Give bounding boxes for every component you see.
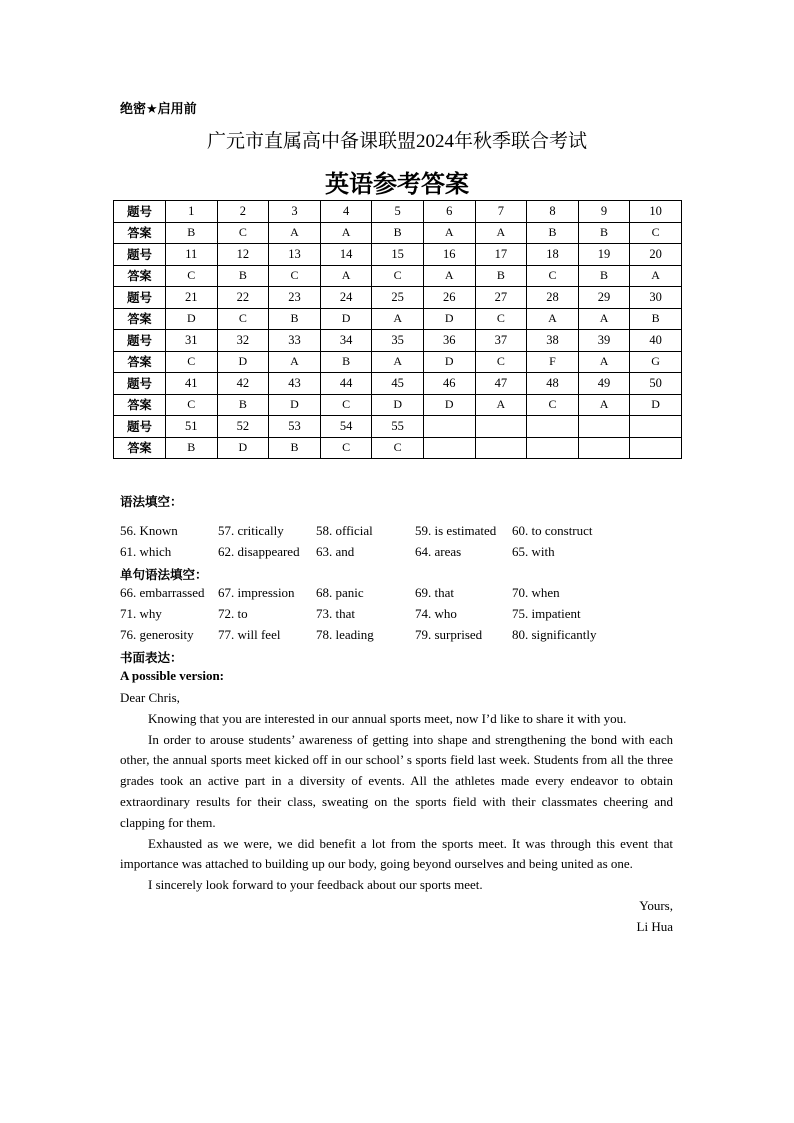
row-label-question-number: 题号	[114, 244, 166, 266]
confidential-label: 绝密★启用前	[120, 102, 197, 117]
question-number-cell: 26	[423, 287, 475, 309]
question-number-cell	[475, 416, 527, 438]
essay-paragraph: In order to arouse students’ awareness of getting into shape and strengthening the bond with each other, the annual sports meet kicked off in our school’ s sports field last week. Students from all the three grades took an active part in a diversity of events. All the athletes made every endeavor to obtain extraordinary results for their class, sweating on the sports field with their classmates cheering and clapping for them.	[120, 731, 673, 830]
grammar-answer: 56. Known	[120, 523, 178, 538]
row-label-answer: 答案	[114, 222, 166, 244]
question-number-cell	[423, 416, 475, 438]
question-number-cell: 5	[372, 201, 424, 223]
question-number-cell: 53	[269, 416, 321, 438]
question-number-cell: 27	[475, 287, 527, 309]
question-number-row	[114, 287, 682, 309]
answer-cell: A	[372, 351, 424, 373]
answer-cell: D	[372, 394, 424, 416]
question-number-cell	[527, 416, 579, 438]
question-number-cell: 1	[166, 201, 218, 223]
row-label-question-number: 题号	[114, 287, 166, 309]
question-number-cell: 29	[578, 287, 630, 309]
grammar-answer: 64. areas	[415, 543, 462, 559]
answer-cell: B	[372, 222, 424, 244]
question-number-cell	[578, 416, 630, 438]
answer-cell: A	[578, 394, 630, 416]
question-number-cell: 20	[630, 244, 682, 266]
grammar-answer: 61. which	[120, 543, 172, 559]
question-number-cell: 37	[475, 330, 527, 352]
sentence-grammar-answer: 68. panic	[316, 585, 364, 600]
answer-cell: B	[166, 222, 218, 244]
question-number-cell: 47	[475, 373, 527, 395]
answer-cell: A	[320, 265, 372, 287]
answer-row	[114, 394, 682, 416]
question-number-cell: 9	[578, 201, 630, 223]
row-label-question-number: 题号	[114, 201, 166, 223]
answer-cell: A	[475, 222, 527, 244]
answer-cell: A	[372, 308, 424, 330]
answer-cell	[630, 437, 682, 459]
answer-cell: A	[630, 265, 682, 287]
exam-title: 广元市直属高中备课联盟2024年秋季联合考试	[206, 131, 587, 152]
answer-row	[114, 222, 682, 244]
sentence-grammar-answer: 66. embarrassed	[120, 585, 205, 600]
answer-row	[114, 308, 682, 330]
answer-cell: D	[630, 394, 682, 416]
answer-cell: A	[423, 222, 475, 244]
answer-cell: B	[630, 308, 682, 330]
question-number-cell: 7	[475, 201, 527, 223]
answer-row	[114, 265, 682, 287]
question-number-cell: 32	[217, 330, 269, 352]
question-number-cell: 12	[217, 244, 269, 266]
sentence-grammar-answer: 67. impression	[218, 585, 295, 600]
answer-cell: D	[166, 308, 218, 330]
question-number-cell: 42	[217, 373, 269, 395]
question-number-cell: 21	[166, 287, 218, 309]
question-number-cell: 28	[527, 287, 579, 309]
question-number-cell: 15	[372, 244, 424, 266]
question-number-cell: 6	[423, 201, 475, 223]
grammar-row	[120, 544, 720, 564]
row-label-answer: 答案	[114, 265, 166, 287]
question-number-cell: 51	[166, 416, 218, 438]
answer-cell: B	[578, 222, 630, 244]
question-number-cell: 4	[320, 201, 372, 223]
question-number-cell: 13	[269, 244, 321, 266]
question-number-cell: 46	[423, 373, 475, 395]
sentence-grammar-answer: 72. to	[218, 605, 248, 621]
question-number-cell: 30	[630, 287, 682, 309]
grammar-row	[120, 523, 720, 543]
question-number-cell: 22	[217, 287, 269, 309]
question-number-row	[114, 416, 682, 438]
sentence-grammar-answer: 70. when	[512, 585, 560, 600]
answer-cell: B	[475, 265, 527, 287]
question-number-cell: 2	[217, 201, 269, 223]
question-number-cell: 11	[166, 244, 218, 266]
salutation: Dear Chris,	[120, 690, 180, 705]
answer-cell: G	[630, 351, 682, 373]
question-number-row	[114, 330, 682, 352]
answer-cell: A	[527, 308, 579, 330]
question-number-cell: 39	[578, 330, 630, 352]
question-number-cell: 31	[166, 330, 218, 352]
essay	[120, 688, 673, 938]
question-number-row	[114, 373, 682, 395]
answer-cell: B	[578, 265, 630, 287]
answer-cell: D	[217, 437, 269, 459]
answer-cell: D	[269, 394, 321, 416]
answer-cell: B	[166, 437, 218, 459]
question-number-cell: 45	[372, 373, 424, 395]
sentence-grammar-answer: 78. leading	[316, 626, 374, 642]
sentence-grammar-answer: 77. will feel	[218, 626, 281, 642]
sentence-grammar-answer: 79. surprised	[415, 626, 483, 642]
answer-cell: A	[269, 351, 321, 373]
grammar-answer: 65. with	[512, 543, 555, 559]
answer-cell: C	[166, 394, 218, 416]
question-number-cell: 35	[372, 330, 424, 352]
answer-cell	[578, 437, 630, 459]
question-number-cell: 25	[372, 287, 424, 309]
answer-cell: C	[475, 308, 527, 330]
answer-cell	[475, 437, 527, 459]
question-number-cell: 55	[372, 416, 424, 438]
question-number-cell: 36	[423, 330, 475, 352]
essay-paragraph: Knowing that you are interested in our annual sports meet, now I’d like to share it with you.	[148, 710, 627, 726]
row-label-question-number: 题号	[114, 373, 166, 395]
question-number-cell	[630, 416, 682, 438]
sentence-grammar-answer: 69. that	[415, 585, 454, 600]
answer-cell: C	[372, 437, 424, 459]
answer-cell: A	[269, 222, 321, 244]
signature: Li Hua	[636, 918, 673, 934]
answer-cell: C	[372, 265, 424, 287]
question-number-cell: 10	[630, 201, 682, 223]
grammar-answer: 59. is estimated	[415, 523, 497, 538]
row-label-answer: 答案	[114, 394, 166, 416]
answer-row	[114, 351, 682, 373]
answer-key-title: 英语参考答案	[325, 170, 469, 198]
answer-cell: D	[423, 394, 475, 416]
question-number-cell: 33	[269, 330, 321, 352]
question-number-row	[114, 201, 682, 223]
question-number-cell: 40	[630, 330, 682, 352]
question-number-cell: 50	[630, 373, 682, 395]
answer-cell: D	[320, 308, 372, 330]
answer-cell	[423, 437, 475, 459]
version-label: A possible version:	[120, 668, 225, 683]
grammar-answer: 62. disappeared	[218, 543, 300, 559]
answer-cell: C	[630, 222, 682, 244]
writing-heading: 书面表达：	[120, 650, 183, 665]
answer-cell: C	[475, 351, 527, 373]
question-number-cell: 49	[578, 373, 630, 395]
answer-cell	[527, 437, 579, 459]
answer-cell: C	[217, 222, 269, 244]
question-number-cell: 3	[269, 201, 321, 223]
answer-cell: D	[217, 351, 269, 373]
answer-cell: C	[527, 394, 579, 416]
question-number-cell: 48	[527, 373, 579, 395]
answer-row	[114, 437, 682, 459]
closing: Yours,	[639, 897, 673, 913]
question-number-cell: 24	[320, 287, 372, 309]
sentence-grammar-answer: 74. who	[415, 605, 457, 621]
sentence-grammar-answer: 71. why	[120, 605, 162, 621]
grammar-answer: 57. critically	[218, 523, 284, 538]
essay-paragraph: I sincerely look forward to your feedback about our sports meet.	[148, 877, 483, 893]
answer-cell: A	[475, 394, 527, 416]
grammar-answer: 58. official	[316, 523, 373, 538]
answer-table	[113, 200, 682, 459]
answer-cell: C	[217, 308, 269, 330]
row-label-question-number: 题号	[114, 416, 166, 438]
answer-cell: B	[217, 265, 269, 287]
question-number-cell: 43	[269, 373, 321, 395]
answer-cell: B	[269, 437, 321, 459]
answer-cell: B	[269, 308, 321, 330]
answer-cell: A	[423, 265, 475, 287]
sentence-grammar-heading: 单句语法填空：	[120, 567, 208, 582]
sentence-grammar-answer: 75. impatient	[512, 605, 581, 621]
question-number-cell: 18	[527, 244, 579, 266]
answer-cell: C	[527, 265, 579, 287]
sentence-grammar-answer: 76. generosity	[120, 626, 194, 642]
sentence-grammar-row	[120, 585, 720, 605]
grammar-answer: 63. and	[316, 543, 355, 559]
question-number-cell: 17	[475, 244, 527, 266]
answer-cell: D	[423, 308, 475, 330]
row-label-answer: 答案	[114, 351, 166, 373]
row-label-answer: 答案	[114, 437, 166, 459]
answer-cell: F	[527, 351, 579, 373]
sentence-grammar-answer: 73. that	[316, 605, 355, 621]
answer-cell: C	[166, 351, 218, 373]
question-number-cell: 44	[320, 373, 372, 395]
question-number-cell: 23	[269, 287, 321, 309]
answer-cell: B	[217, 394, 269, 416]
question-number-cell: 41	[166, 373, 218, 395]
answer-cell: C	[166, 265, 218, 287]
answer-cell: A	[320, 222, 372, 244]
sentence-grammar-answer: 80. significantly	[512, 626, 597, 642]
answer-cell: A	[578, 351, 630, 373]
answer-cell: B	[320, 351, 372, 373]
answer-cell: C	[320, 394, 372, 416]
question-number-row	[114, 244, 682, 266]
row-label-answer: 答案	[114, 308, 166, 330]
grammar-answer: 60. to construct	[512, 523, 593, 538]
row-label-question-number: 题号	[114, 330, 166, 352]
answer-cell: B	[527, 222, 579, 244]
answer-cell: A	[578, 308, 630, 330]
question-number-cell: 34	[320, 330, 372, 352]
essay-paragraph: Exhausted as we were, we did benefit a lot from the sports meet. It was through this event that importance was attached to building up our body, going beyond ourselves and being united as one.	[120, 835, 673, 872]
sentence-grammar-row	[120, 606, 720, 626]
question-number-cell: 8	[527, 201, 579, 223]
answer-cell: D	[423, 351, 475, 373]
answer-cell: C	[320, 437, 372, 459]
question-number-cell: 52	[217, 416, 269, 438]
question-number-cell: 19	[578, 244, 630, 266]
answer-cell: C	[269, 265, 321, 287]
question-number-cell: 54	[320, 416, 372, 438]
question-number-cell: 38	[527, 330, 579, 352]
grammar-heading: 语法填空：	[120, 494, 183, 509]
question-number-cell: 16	[423, 244, 475, 266]
question-number-cell: 14	[320, 244, 372, 266]
sentence-grammar-row	[120, 627, 720, 647]
